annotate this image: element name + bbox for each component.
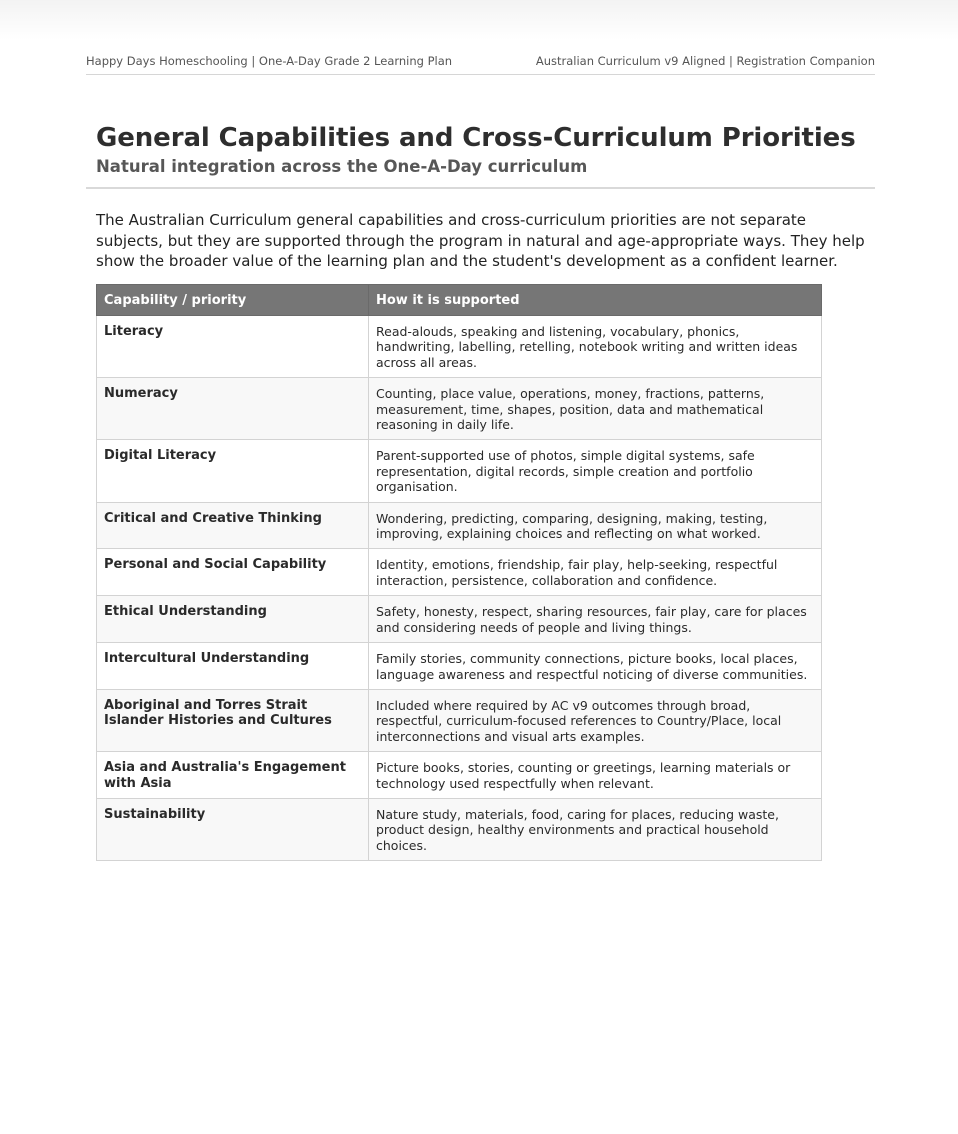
support-cell: Wondering, predicting, comparing, designing, making, testing, improving, explaining choices and reflecting on what worked. xyxy=(369,502,822,549)
table-row xyxy=(97,643,822,690)
capability-cell: Numeracy xyxy=(97,378,369,440)
support-cell: Parent-supported use of photos, simple digital systems, safe representation, digital records, simple creation and portfolio organisation. xyxy=(369,440,822,502)
support-cell: Nature study, materials, food, caring for places, reducing waste, product design, healthy environments and practical household choices. xyxy=(369,798,822,860)
column-header-capability: Capability / priority xyxy=(97,285,369,316)
support-cell: Included where required by AC v9 outcomes through broad, respectful, curriculum-focused references to Country/Place, local interconnections and visual arts examples. xyxy=(369,689,822,751)
table-row xyxy=(97,689,822,751)
table-row xyxy=(97,378,822,440)
page-background xyxy=(0,0,958,40)
table-header-row xyxy=(97,285,822,316)
capabilities-table xyxy=(96,284,822,861)
running-header xyxy=(86,54,875,75)
table-row xyxy=(97,440,822,502)
support-cell: Family stories, community connections, picture books, local places, language awareness and respectful noticing of diverse communities. xyxy=(369,643,822,690)
column-header-support: How it is supported xyxy=(369,285,822,316)
section-heading xyxy=(86,120,875,189)
table-row xyxy=(97,798,822,860)
table-row xyxy=(97,316,822,378)
capability-cell: Critical and Creative Thinking xyxy=(97,502,369,549)
support-cell: Counting, place value, operations, money, fractions, patterns, measurement, time, shapes, position, data and mathematical reasoning in daily life. xyxy=(369,378,822,440)
header-left-text: Happy Days Homeschooling | One-A-Day Grade 2 Learning Plan xyxy=(86,54,453,68)
table-row xyxy=(97,752,822,799)
capability-cell: Asia and Australia's Engagement with Asia xyxy=(97,752,369,799)
capability-cell: Ethical Understanding xyxy=(97,596,369,643)
capability-cell: Intercultural Understanding xyxy=(97,643,369,690)
support-cell: Identity, emotions, friendship, fair play, help-seeking, respectful interaction, persistence, collaboration and confidence. xyxy=(369,549,822,596)
support-cell: Read-alouds, speaking and listening, vocabulary, phonics, handwriting, labelling, retelling, notebook writing and written ideas across all areas. xyxy=(369,316,822,378)
support-cell: Safety, honesty, respect, sharing resources, fair play, care for places and considering needs of people and living things. xyxy=(369,596,822,643)
header-right-text: Australian Curriculum v9 Aligned | Registration Companion xyxy=(535,54,875,68)
intro-paragraph: The Australian Curriculum general capabilities and cross-curriculum priorities are not separate subjects, but they are supported through the program in natural and age-appropriate ways. They help show the broader value of the learning plan and the student's development as a confident learner. xyxy=(96,211,865,271)
capability-cell: Literacy xyxy=(97,316,369,378)
capability-cell: Sustainability xyxy=(97,798,369,860)
table-row xyxy=(97,549,822,596)
page-subtitle: Natural integration across the One-A-Day curriculum xyxy=(96,157,588,176)
page-title: General Capabilities and Cross-Curriculum Priorities xyxy=(96,123,856,153)
support-cell: Picture books, stories, counting or greetings, learning materials or technology used respectfully when relevant. xyxy=(369,752,822,799)
capability-cell: Digital Literacy xyxy=(97,440,369,502)
capability-cell: Aboriginal and Torres Strait Islander Histories and Cultures xyxy=(97,689,369,751)
capability-cell: Personal and Social Capability xyxy=(97,549,369,596)
table-row xyxy=(97,596,822,643)
table-row xyxy=(97,502,822,549)
